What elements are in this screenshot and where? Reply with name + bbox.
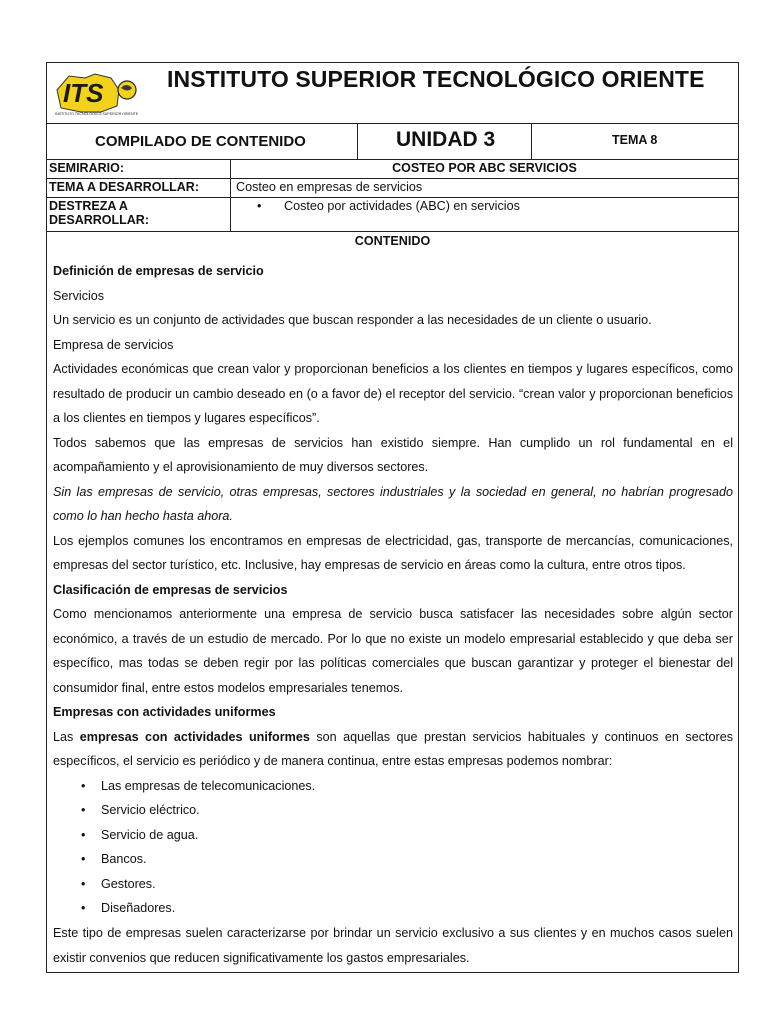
tema-label-cell — [47, 179, 230, 197]
paragraph-6: Como mencionamos anteriormente una empresa de servicio busca satisfacer las necesidades sobre algún sector económico, a través de un estudio de mercado. Por lo que no existe un modelo empresarial establecido y que deba ser específico, mas todas se deben regir por las políticas comerciales que buscan garantizar y proteger el bienestar del consumidor final, entre estos modelos empresariales tenemos. — [53, 607, 733, 695]
list-item-text: Gestores. — [101, 876, 156, 891]
tema-value-cell — [230, 179, 738, 197]
content-body — [53, 259, 733, 970]
unidad-cell — [357, 124, 531, 159]
destreza-row — [47, 198, 738, 232]
bullet-dot: • — [81, 778, 86, 793]
seminario-value: COSTEO POR ABC SERVICIOS — [392, 161, 577, 175]
destreza-label: DESTREZA A DESARROLLAR: — [49, 199, 149, 227]
document-frame — [46, 62, 739, 973]
header-row — [47, 63, 738, 124]
heading-definicion: Definición de empresas de servicio — [53, 264, 264, 278]
institute-title: INSTITUTO SUPERIOR TECNOLÓGICO ORIENTE — [167, 66, 705, 92]
list-item — [53, 823, 733, 848]
destreza-label-cell — [47, 198, 230, 231]
content-section — [47, 232, 738, 972]
list-item-text: Servicio de agua. — [101, 827, 199, 842]
compilado-label: COMPILADO DE CONTENIDO — [95, 133, 306, 150]
destreza-bullet: • — [257, 199, 262, 213]
bullet-dot: • — [81, 803, 86, 818]
tema-desarrollar-value: Costeo en empresas de servicios — [236, 180, 423, 194]
list-item — [53, 774, 733, 799]
bullet-dot: • — [81, 852, 86, 867]
paragraph-3: Todos sabemos que las empresas de servicios han existido siempre. Han cumplido un rol fundamental en el acompañamiento y el aprovisionamiento de muy diversos sectores. — [53, 435, 733, 474]
unidad-label: UNIDAD 3 — [396, 128, 496, 151]
institute-logo — [51, 68, 143, 118]
paragraph-7-pre: Las — [53, 729, 80, 744]
paragraph-7 — [53, 725, 733, 774]
heading-clasificacion: Clasificación de empresas de servicios — [53, 582, 288, 597]
list-item-text: Diseñadores. — [101, 901, 176, 916]
paragraph-8: Este tipo de empresas suelen caracterizarse por brindar un servicio exclusivo a sus clientes y en muchos casos suelen existir convenios que reducen significativamente los gastos empresariales. — [53, 926, 733, 965]
services-list — [53, 774, 733, 922]
svg-text:ITS: ITS — [63, 78, 104, 108]
destreza-value: Costeo por actividades (ABC) en servicios — [284, 199, 520, 213]
destreza-value-cell — [230, 198, 738, 231]
paragraph-1: Un servicio es un conjunto de actividades que buscan responder a las necesidades de un cliente o usuario. — [53, 313, 652, 327]
paragraph-7-post: son aquellas que prestan servicios habituales y continuos en sectores específicos, el servicio es periódico y de manera continua, entre estas empresas podemos nombrar: — [53, 729, 733, 768]
list-item — [53, 798, 733, 823]
compilado-row — [47, 124, 738, 160]
seminario-label-cell — [47, 160, 230, 178]
heading-uniformes: Empresas con actividades uniformes — [53, 705, 276, 719]
seminario-label: SEMIRARIO: — [49, 161, 124, 175]
list-item — [53, 872, 733, 897]
svg-text:INSTITUTO TECNOLÓGICO SUPERIOR: INSTITUTO TECNOLÓGICO SUPERIOR ORIENTE — [55, 112, 139, 116]
seminario-row — [47, 160, 738, 179]
text-empresa: Empresa de servicios — [53, 337, 174, 352]
paragraph-7-bold: empresas con actividades uniformes — [79, 729, 310, 744]
tema-desarrollar-label: TEMA A DESARROLLAR: — [49, 180, 199, 194]
text-servicios: Servicios — [53, 288, 105, 303]
content-title: CONTENIDO — [354, 234, 431, 248]
paragraph-2: Actividades económicas que crean valor y proporcionan beneficios a los clientes en tiempos y lugares específicos, como resultado de producir un cambio deseado en (o a favor de) el receptor del servicio. “crean valor y proporcionan beneficios a los clientes en tiempos y lugares específicos”. — [53, 362, 733, 425]
tema-cell — [531, 124, 738, 159]
bullet-dot: • — [81, 827, 86, 842]
bullet-dot: • — [81, 901, 86, 916]
list-item — [53, 847, 733, 872]
list-item-text: Bancos. — [101, 852, 147, 867]
list-item — [53, 896, 733, 921]
compilado-cell — [47, 124, 357, 159]
paragraph-4: Sin las empresas de servicio, otras empresas, sectores industriales y la sociedad en general, no habrían progresado como lo han hecho hasta ahora. — [53, 484, 733, 523]
tema-label: TEMA 8 — [612, 133, 658, 147]
bullet-dot: • — [81, 876, 86, 891]
list-item-text: Las empresas de telecomunicaciones. — [101, 778, 316, 793]
paragraph-5: Los ejemplos comunes los encontramos en empresas de electricidad, gas, transporte de mercancías, comunicaciones, empresas del sector turístico, etc. Inclusive, hay empresas de servicio en áreas como la cultura, entre otros tipos. — [53, 533, 733, 572]
tema-row — [47, 179, 738, 198]
list-item-text: Servicio eléctrico. — [101, 803, 200, 818]
seminario-value-cell — [230, 160, 738, 178]
